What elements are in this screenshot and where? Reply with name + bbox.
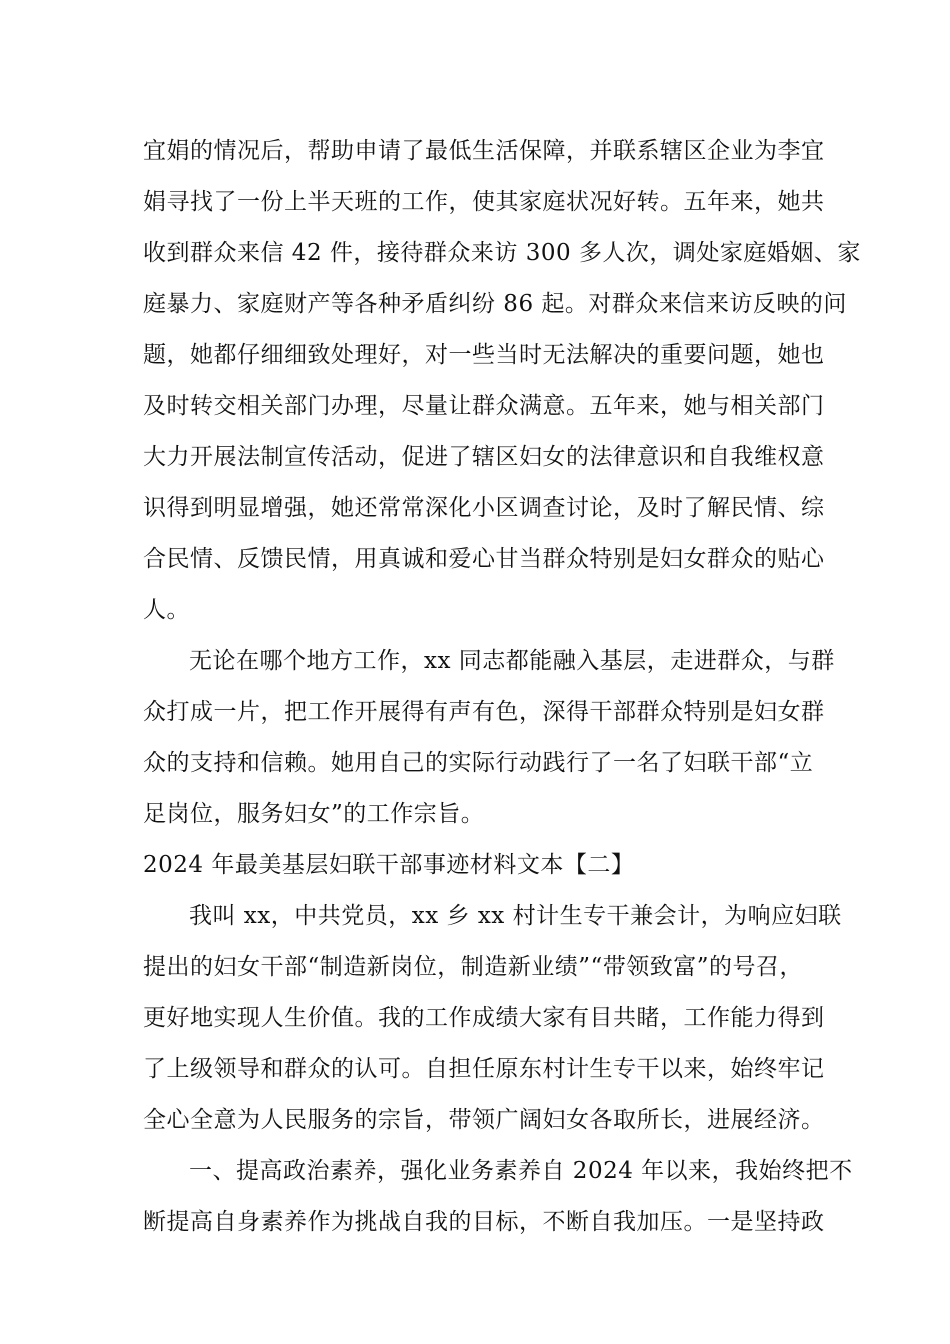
text-line: 众打成一片，把工作开展得有声有色，深得干部群众特别是妇女群 (143, 699, 825, 725)
text-line: 无论在哪个地方工作，xx 同志都能融入基层，走进群众，与群 (189, 648, 835, 674)
text-line: 一、提高政治素养，强化业务素养自 2024 年以来，我始终把不 (189, 1158, 853, 1184)
text-line: 了上级领导和群众的认可。自担任原东村计生专干以来，始终牢记 (143, 1056, 825, 1082)
text-line: 更好地实现人生价值。我的工作成绩大家有目共睹，工作能力得到 (143, 1005, 825, 1031)
paragraph (143, 126, 861, 636)
text-line: 收到群众来信 42 件，接待群众来访 300 多人次，调处家庭婚姻、家 (143, 240, 861, 266)
text-line: 宜娟的情况后，帮助申请了最低生活保障，并联系辖区企业为李宜 (143, 138, 825, 164)
text-line: 提出的妇女干部“制造新岗位，制造新业绩”“带领致富”的号召， (143, 954, 804, 980)
heading-text: 2024 年最美基层妇联干部事迹材料文本【二】 (143, 852, 635, 878)
text-line: 大力开展法制宣传活动，促进了辖区妇女的法律意识和自我维权意 (143, 444, 825, 470)
paragraph (143, 891, 842, 1146)
text-line: 全心全意为人民服务的宗旨，带领广阔妇女各取所长，进展经济。 (143, 1107, 825, 1133)
text-line: 合民情、反馈民情，用真诚和爱心甘当群众特别是妇女群众的贴心 (143, 546, 825, 572)
text-line: 断提高自身素养作为挑战自我的目标，不断自我加压。一是坚持政 (143, 1209, 825, 1235)
text-line: 娟寻找了一份上半天班的工作，使其家庭状况好转。五年来，她共 (143, 189, 825, 215)
paragraph (143, 1146, 853, 1248)
text-line: 众的支持和信赖。她用自己的实际行动践行了一名了妇联干部“立 (143, 750, 814, 776)
text-line: 人。 (143, 597, 190, 623)
document-body (143, 126, 861, 1248)
text-line: 庭暴力、家庭财产等各种矛盾纠纷 86 起。对群众来信来访反映的问 (143, 291, 847, 317)
text-line: 我叫 xx，中共党员，xx 乡 xx 村计生专干兼会计，为响应妇联 (189, 903, 842, 929)
text-line: 题，她都仔细细致处理好，对一些当时无法解决的重要问题，她也 (143, 342, 825, 368)
paragraph (143, 636, 835, 840)
text-line: 及时转交相关部门办理，尽量让群众满意。五年来，她与相关部门 (143, 393, 825, 419)
section-heading (143, 840, 823, 891)
text-line: 识得到明显增强，她还常常深化小区调查讨论，及时了解民情、综 (143, 495, 825, 521)
text-line: 足岗位，服务妇女”的工作宗旨。 (143, 801, 485, 827)
